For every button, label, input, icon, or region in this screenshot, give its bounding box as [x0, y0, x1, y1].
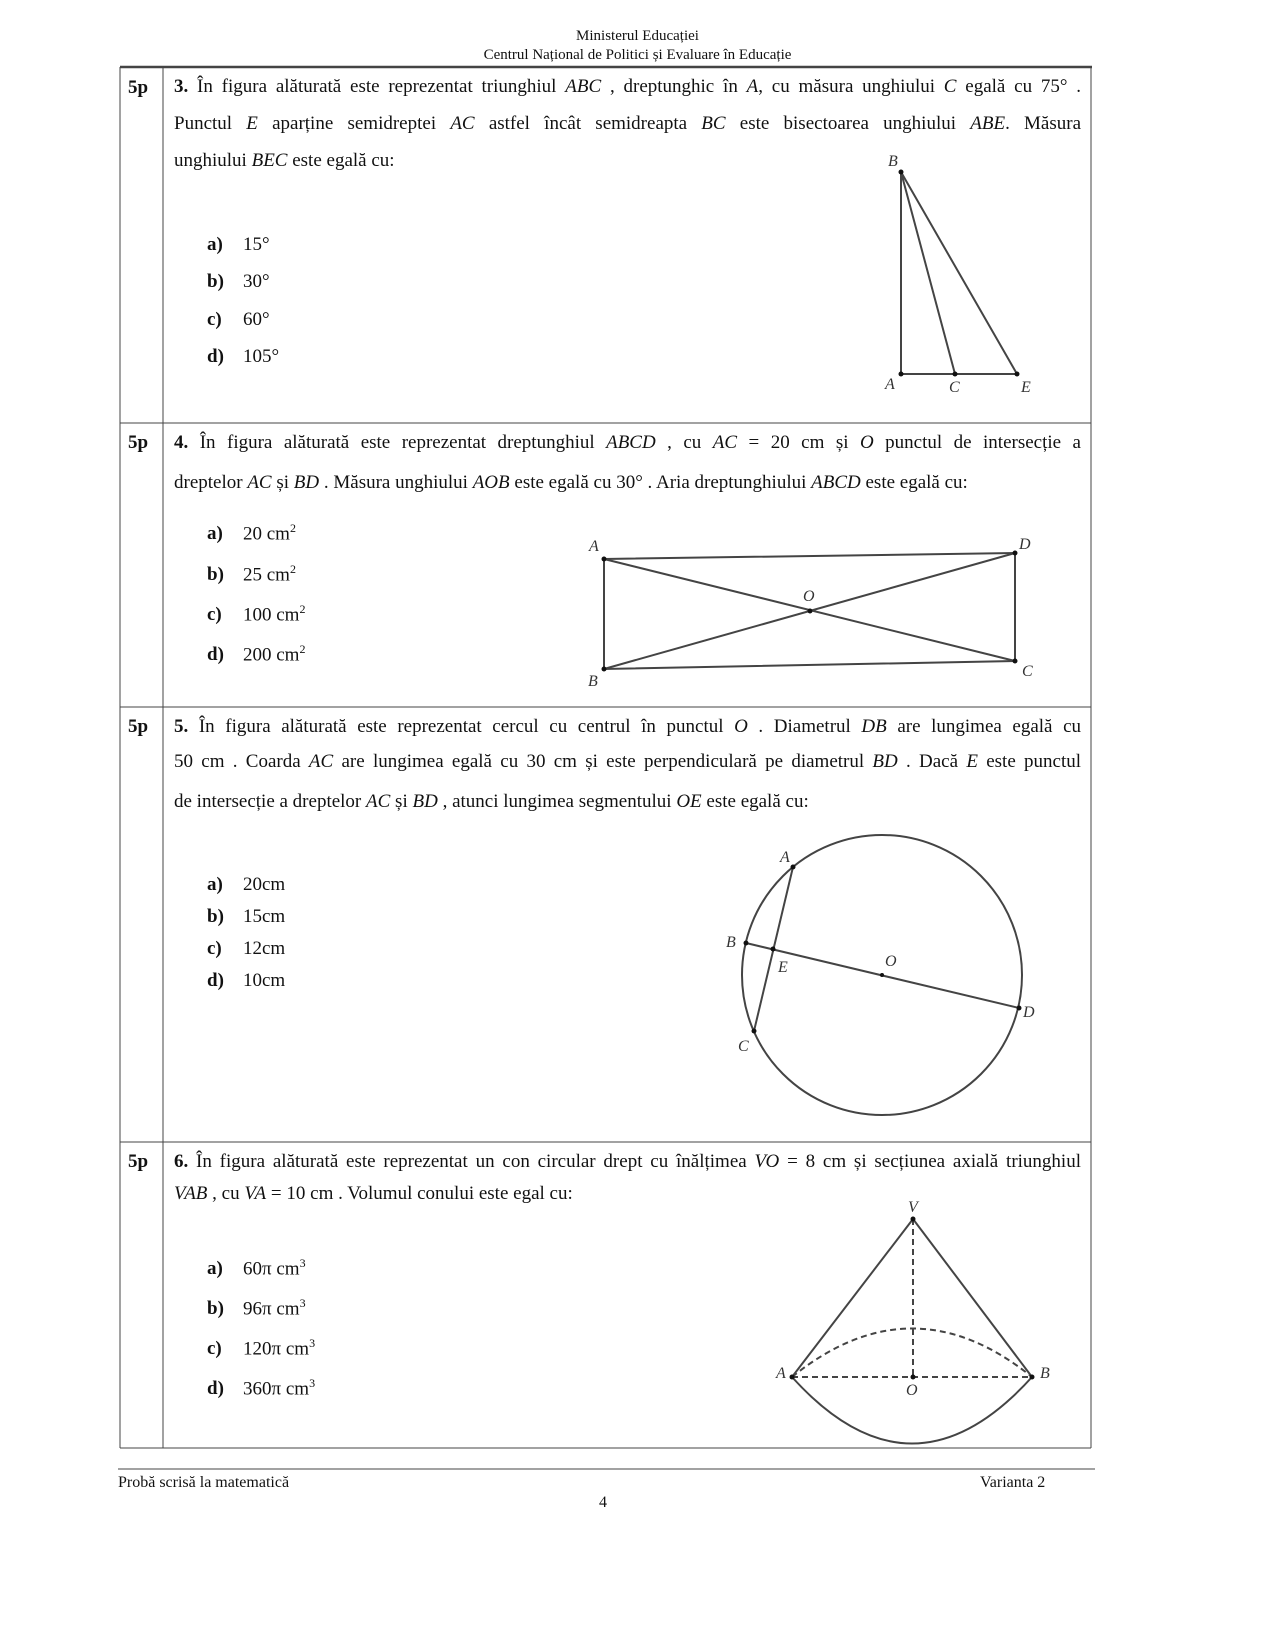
option-letter: a): [207, 523, 223, 545]
label-C: C: [1022, 663, 1033, 680]
question-text-line: [174, 472, 1081, 494]
question-text-line: [174, 791, 1081, 813]
option-value: 100 cm: [243, 604, 300, 626]
option-value: 200 cm: [243, 644, 300, 666]
text-segment: are lungimea egală cu 30 cm și este perpendiculară pe diametrul: [333, 751, 873, 772]
option-value: 12cm: [243, 938, 286, 959]
option-value: 25 cm: [243, 564, 290, 586]
option-value: 60π cm: [243, 1258, 300, 1280]
text-segment: unghiului: [174, 150, 252, 171]
points-label: 5p: [128, 77, 149, 98]
text-segment: În figura alăturată este reprezentat dreptunghiul: [188, 432, 607, 453]
answer-option: [207, 906, 285, 928]
text-segment: 4.: [174, 432, 189, 453]
label-A: A: [780, 849, 790, 866]
text-segment: , atunci lungimea segmentului: [437, 791, 677, 812]
label-E: E: [778, 959, 788, 976]
footer-variant: Varianta 2: [980, 1474, 1046, 1491]
text-segment: În figura alăturată este reprezentat triunghiul: [188, 76, 566, 97]
option-letter: c): [207, 1338, 222, 1360]
math-variable: BD: [872, 751, 898, 772]
math-variable: AC: [712, 432, 738, 453]
points-label: 5p: [128, 716, 149, 737]
answer-option: [207, 1376, 315, 1400]
footer-subject: Probă scrisă la matematică: [118, 1474, 290, 1491]
option-exponent: 2: [299, 642, 306, 656]
text-segment: este bisectoarea unghiului: [725, 113, 971, 134]
option-value: 10cm: [243, 970, 286, 991]
option-exponent: 3: [299, 1256, 306, 1270]
option-letter: c): [207, 938, 222, 959]
math-variable: BEC: [251, 150, 288, 171]
cone-figure-q6: [790, 1217, 1035, 1444]
math-variable: AC: [247, 472, 272, 493]
text-segment: astfel încât semidreapta: [474, 113, 702, 134]
triangle-figure-q3: [899, 170, 1020, 377]
option-letter: d): [207, 1378, 224, 1400]
math-variable: ABCD: [811, 472, 861, 493]
label-A: A: [589, 538, 599, 555]
option-letter: b): [207, 564, 224, 586]
answer-option: [207, 309, 270, 331]
label-O: O: [906, 1382, 918, 1399]
text-segment: . Diametrul: [747, 716, 862, 737]
option-value: 120π cm: [243, 1338, 310, 1360]
math-variable: VAB: [174, 1183, 208, 1204]
math-variable: BD: [412, 791, 438, 812]
math-variable: OE: [676, 791, 702, 812]
text-segment: . Măsura: [1005, 113, 1082, 134]
text-segment: , dreptunghic în: [601, 76, 747, 97]
answer-option: [207, 521, 296, 545]
option-exponent: 2: [299, 602, 306, 616]
text-segment: . Măsura unghiului: [319, 472, 473, 493]
text-segment: , cu: [207, 1183, 245, 1204]
math-variable: BD: [293, 472, 320, 493]
option-value: 15cm: [243, 906, 286, 927]
option-value: 60°: [243, 309, 270, 330]
text-segment: este punctul: [977, 751, 1082, 772]
header-center: Centrul Național de Politici și Evaluare în Educație: [483, 47, 792, 63]
label-C: C: [949, 379, 960, 396]
option-value: 15°: [243, 234, 270, 255]
math-variable: DB: [861, 716, 887, 737]
text-segment: punctul de intersecție a: [873, 432, 1081, 453]
option-letter: a): [207, 874, 223, 895]
answer-option: [207, 271, 270, 293]
label-A: A: [776, 1365, 786, 1382]
option-letter: b): [207, 906, 224, 927]
text-segment: = 10 cm . Volumul conului este egal cu:: [266, 1183, 573, 1204]
answer-option: [207, 1336, 315, 1360]
option-letter: b): [207, 1298, 224, 1320]
text-segment: , cu: [655, 432, 713, 453]
question-text-line: [174, 1151, 1081, 1173]
option-exponent: 3: [299, 1296, 306, 1310]
header-ministry: Ministerul Educației: [576, 28, 699, 44]
answer-option: [207, 1256, 306, 1280]
answer-option: [207, 346, 279, 368]
label-E: E: [1021, 379, 1031, 396]
label-D: D: [1019, 536, 1031, 553]
question-text-line: [174, 751, 1081, 773]
option-letter: a): [207, 234, 223, 255]
option-letter: a): [207, 1258, 223, 1280]
question-text-line: [174, 150, 1081, 172]
answer-option: [207, 234, 270, 256]
text-segment: și: [390, 791, 413, 812]
math-variable: E: [246, 113, 258, 134]
math-variable: A: [746, 76, 759, 97]
text-segment: egală cu 75° .: [956, 76, 1082, 97]
text-segment: = 20 cm și: [737, 432, 860, 453]
label-O: O: [803, 588, 815, 605]
option-letter: c): [207, 604, 222, 626]
option-letter: d): [207, 346, 224, 367]
option-exponent: 3: [309, 1336, 316, 1350]
text-segment: Punctul: [174, 113, 247, 134]
math-variable: ABCD: [606, 432, 656, 453]
label-B: B: [588, 673, 598, 690]
text-segment: dreptelor: [174, 472, 248, 493]
text-segment: și: [271, 472, 294, 493]
label-A: A: [885, 376, 895, 393]
option-letter: b): [207, 271, 224, 292]
text-segment: = 8 cm și secțiunea axială triunghiul: [779, 1151, 1081, 1172]
option-value: 105°: [243, 346, 280, 367]
question-text-line: [174, 432, 1081, 454]
page-number: 4: [599, 1494, 607, 1511]
math-variable: ABE: [970, 113, 1006, 134]
math-variable: BC: [701, 113, 726, 134]
question-text-line: [174, 716, 1081, 738]
text-segment: . Dacă: [897, 751, 967, 772]
label-C: C: [738, 1038, 749, 1055]
label-B: B: [888, 153, 898, 170]
answer-option: [207, 970, 285, 992]
option-letter: d): [207, 644, 224, 666]
text-segment: este egală cu 30° . Aria dreptunghiului: [509, 472, 812, 493]
math-variable: AOB: [472, 472, 510, 493]
option-value: 96π cm: [243, 1298, 300, 1320]
option-letter: c): [207, 309, 222, 330]
question-text-line: [174, 1183, 1081, 1205]
text-segment: este egală cu:: [860, 472, 968, 493]
math-variable: AC: [366, 791, 391, 812]
text-segment: În figura alăturată este reprezentat cercul cu centrul în punctul: [188, 716, 735, 737]
option-value: 360π cm: [243, 1378, 310, 1400]
option-value: 20 cm: [243, 523, 290, 545]
points-label: 5p: [128, 432, 149, 453]
math-variable: ABC: [565, 76, 602, 97]
answer-option: [207, 562, 296, 586]
text-segment: În figura alăturată este reprezentat un con circular drept cu înălțimea: [188, 1151, 755, 1172]
answer-option: [207, 938, 285, 960]
option-value: 30°: [243, 271, 270, 292]
answer-option: [207, 1296, 306, 1320]
label-B: B: [1040, 1365, 1050, 1382]
option-letter: d): [207, 970, 224, 991]
math-variable: C: [943, 76, 957, 97]
question-text-line: [174, 76, 1081, 98]
text-segment: este egală cu:: [701, 791, 809, 812]
answer-option: [207, 642, 305, 666]
text-segment: este egală cu:: [287, 150, 395, 171]
option-exponent: 2: [289, 562, 296, 576]
text-segment: 5.: [174, 716, 189, 737]
rectangle-figure-q4: [602, 551, 1018, 672]
text-segment: 50 cm . Coarda: [174, 751, 309, 772]
text-segment: 3.: [174, 76, 189, 97]
text-segment: de intersecție a dreptelor: [174, 791, 367, 812]
math-variable: O: [734, 716, 748, 737]
label-B: B: [726, 934, 736, 951]
text-segment: are lungimea egală cu: [886, 716, 1081, 737]
answer-option: [207, 874, 285, 896]
math-variable: VA: [244, 1183, 267, 1204]
math-variable: AC: [450, 113, 475, 134]
text-segment: , cu măsura unghiului: [758, 76, 944, 97]
math-variable: VO: [754, 1151, 780, 1172]
math-variable: O: [859, 432, 874, 453]
question-text-line: [174, 113, 1081, 135]
math-variable: AC: [308, 751, 334, 772]
points-label: 5p: [128, 1151, 149, 1172]
option-value: 20cm: [243, 874, 286, 895]
label-O: O: [885, 953, 897, 970]
option-exponent: 2: [289, 521, 296, 535]
text-segment: aparține semidreptei: [257, 113, 451, 134]
label-D: D: [1023, 1004, 1035, 1021]
label-V: V: [908, 1199, 918, 1216]
answer-option: [207, 602, 305, 626]
text-segment: 6.: [174, 1151, 189, 1172]
math-variable: E: [966, 751, 978, 772]
option-exponent: 3: [309, 1376, 316, 1390]
